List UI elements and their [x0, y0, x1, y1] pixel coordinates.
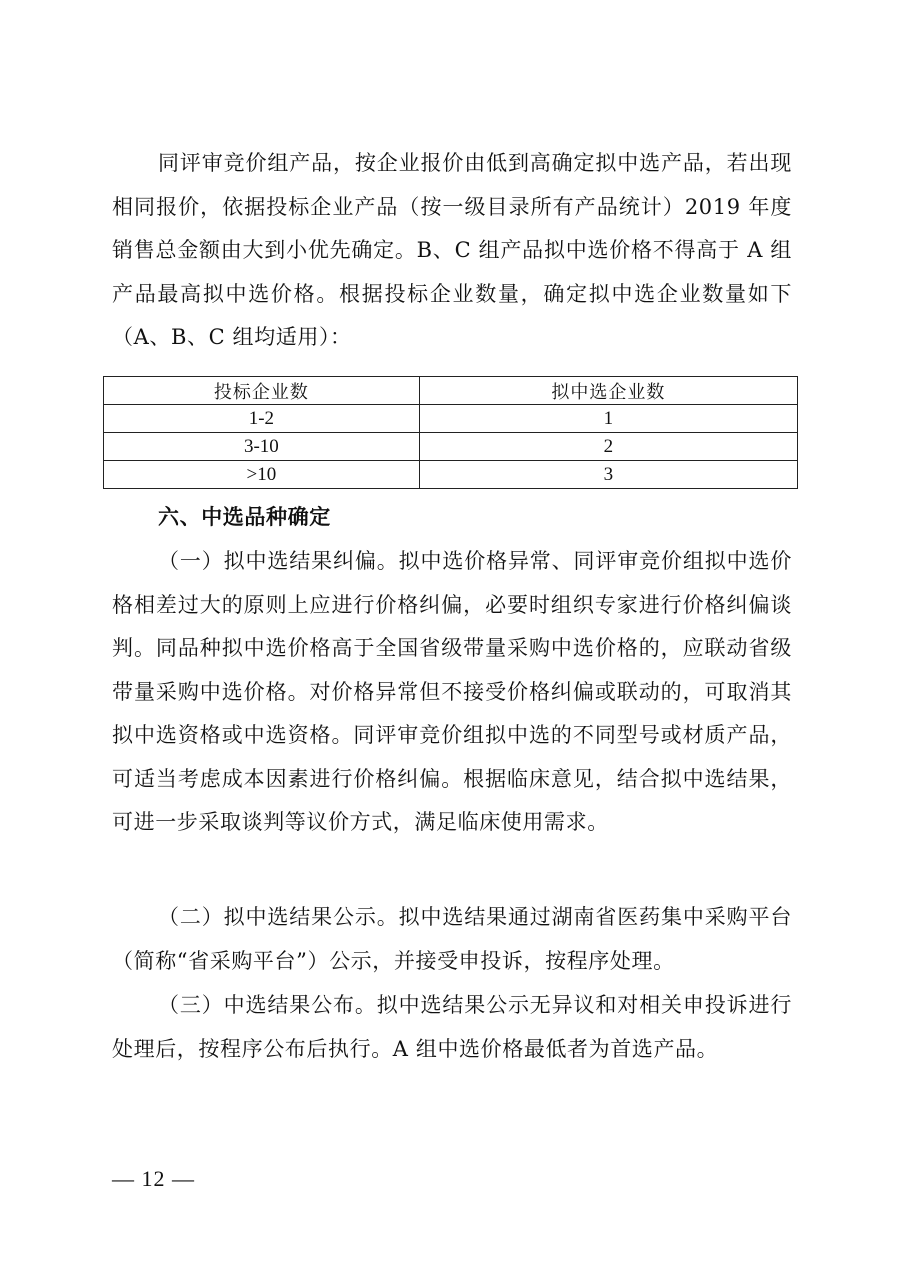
- header-selected-count: 拟中选企业数: [419, 377, 797, 405]
- table-cell: 1-2: [104, 405, 420, 433]
- paragraph-result-correction: （一）拟中选结果纠偏。拟中选价格异常、同评审竞价组拟中选价格相差过大的原则上应进行价格纠偏，必要时组织专家进行价格纠偏谈判。同品种拟中选价格高于全国省级带量采购中选价格的，应联动省级带量采购中选价格。对价格异常但不接受价格纠偏或联动的，可取消其拟中选资格或中选资格。同评审竞价组拟中选的不同型号或材质产品，可适当考虑成本因素进行价格纠偏。根据临床意见，结合拟中选结果，可进一步采取谈判等议价方式，满足临床使用需求。: [112, 549, 792, 834]
- table-cell: 2: [419, 433, 797, 461]
- bidder-count-table: [103, 376, 798, 489]
- table-row: [104, 405, 798, 433]
- section-heading: 六、中选品种确定: [158, 505, 331, 529]
- table-cell: 1: [419, 405, 797, 433]
- header-bidder-count: 投标企业数: [104, 377, 420, 405]
- table-header-row: [104, 377, 798, 405]
- table-cell: 3-10: [104, 433, 420, 461]
- table-cell: 3: [419, 461, 797, 489]
- table-row: [104, 461, 798, 489]
- paragraph-result-announcement: （三）中选结果公布。拟中选结果公示无异议和对相关申投诉进行处理后，按程序公布后执行。A 组中选价格最低者为首选产品。: [112, 993, 792, 1061]
- paragraph-selection-rules: 同评审竞价组产品，按企业报价由低到高确定拟中选产品，若出现相同报价，依据投标企业产品（按一级目录所有产品统计）2019 年度销售总金额由大到小优先确定。B、C 组产品拟中选价格不得高于 A 组产品最高拟中选价格。根据投标企业数量，确定拟中选企业数量如下（A、B、C 组均适用）：: [112, 151, 792, 349]
- paragraph-result-publicity: （二）拟中选结果公示。拟中选结果通过湖南省医药集中采购平台（简称“省采购平台”）公示，并接受申投诉，按程序处理。: [112, 905, 792, 973]
- table-row: [104, 433, 798, 461]
- table-cell: >10: [104, 461, 420, 489]
- page-number: — 12 —: [112, 1166, 195, 1191]
